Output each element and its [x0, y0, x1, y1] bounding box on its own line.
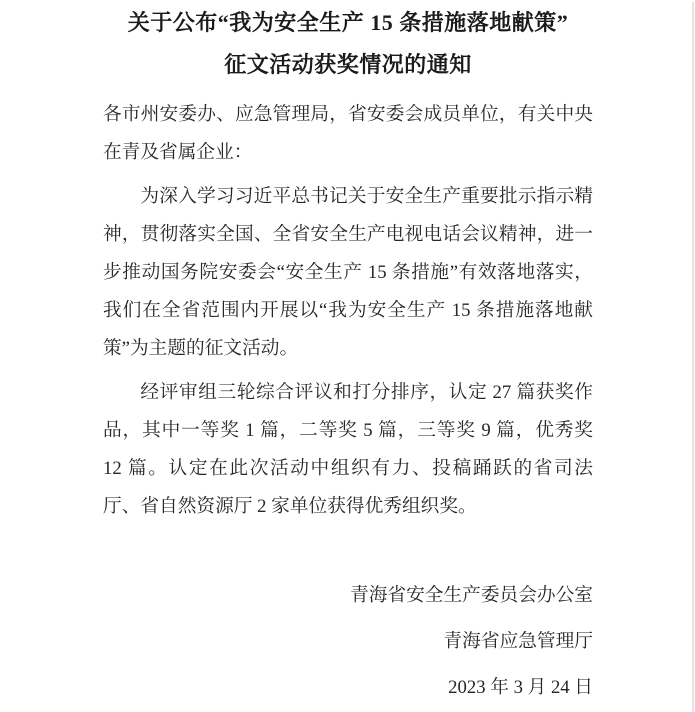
signature-block	[103, 573, 593, 711]
paragraph-award-results: 经评审组三轮综合评议和打分排序，认定 27 篇获奖作品，其中一等奖 1 篇，二等奖 5 篇，三等奖 9 篇，优秀奖 12 篇。认定在此次活动中组织有力、投稿踊跃的省司法厅、省自然资源厅 2 家单位获得优秀组织奖。	[103, 382, 593, 517]
paragraph-activity-background: 为深入学习习近平总书记关于安全生产重要批示指示精神，贯彻落实全国、全省安全生产电视电话会议精神，进一步推动国务院安委会“安全生产 15 条措施”有效落地落实，我们在全省范围内开展以“我为安全生产 15 条措施落地献策”为主题的征文活动。	[103, 186, 593, 359]
salutation-line: 各市州安委办、应急管理局，省安委会成员单位，有关中央在青及省属企业：	[103, 104, 593, 163]
title-line-2: 征文活动获奖情况的通知	[224, 52, 472, 77]
signature-date: 2023 年 3 月 24 日	[448, 677, 593, 698]
title-line-1: 关于公布“我为安全生产 15 条措施落地献策”	[127, 10, 569, 35]
signature-org-1: 青海省安全生产委员会办公室	[350, 585, 593, 606]
document-title	[103, 2, 593, 86]
signature-org-2: 青海省应急管理厅	[443, 631, 593, 652]
page-right-edge-line	[692, 2, 694, 712]
notice-document-page	[0, 2, 695, 712]
